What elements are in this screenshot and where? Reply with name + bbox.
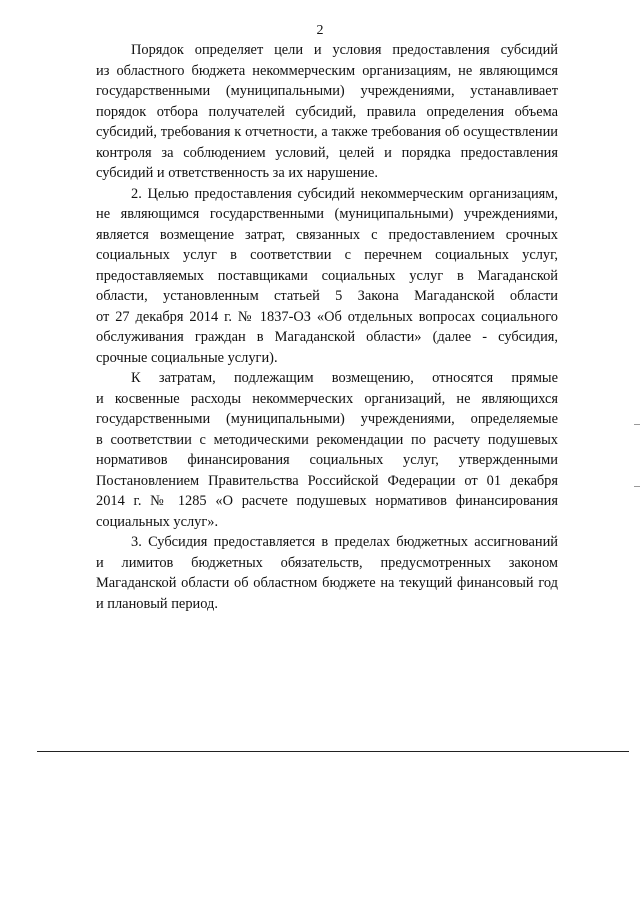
text-line: субсидий, требования к отчетности, а также требования об осуществлении: [96, 124, 558, 140]
text-line: и плановый период.: [96, 595, 218, 612]
text-line: области, установленным статьей 5 Закона Магаданской области: [96, 288, 558, 304]
text-line: обслуживания граждан в Магаданской области» (далее - субсидия,: [96, 329, 558, 345]
text-line: Магаданской области об областном бюджете на текущий финансовый год: [96, 575, 558, 591]
scan-edge-mark: [634, 486, 640, 487]
text-line: 2. Целью предоставления субсидий некоммерческим организациям,: [131, 185, 558, 202]
text-line: 2014 г. № 1285 «О расчете подушевых нормативов финансирования: [96, 493, 558, 509]
document-body: [96, 40, 558, 614]
text-line: и косвенные расходы некоммерческих организаций, не являющихся: [96, 390, 558, 407]
footer-divider: [37, 751, 629, 752]
text-line: из областного бюджета некоммерческим организациям, не являющимся: [96, 62, 558, 79]
text-line: не являющимся государственными (муниципальными) учреждениями,: [96, 206, 558, 222]
text-line: государственными (муниципальными) учреждениями, устанавливает: [96, 83, 558, 99]
text-line: от 27 декабря 2014 г. № 1837-ОЗ «Об отдельных вопросах социального: [96, 308, 558, 325]
text-line: порядок отбора получателей субсидий, правила определения объема: [96, 103, 558, 120]
text-line: Порядок определяет цели и условия предоставления субсидий: [131, 42, 558, 58]
text-line: государственными (муниципальными) учреждениями, определяемые: [96, 411, 558, 427]
paragraph-costs: [96, 368, 558, 532]
text-line: и лимитов бюджетных обязательств, предусмотренных законом: [96, 554, 558, 571]
text-line: социальных услуг».: [96, 513, 219, 530]
text-line: К затратам, подлежащим возмещению, относятся прямые: [131, 370, 558, 386]
paragraph-item-3: [96, 532, 558, 614]
text-line: является возмещение затрат, связанных с предоставлением срочных: [96, 226, 558, 243]
text-line: субсидий и ответственность за их нарушение.: [96, 165, 378, 181]
page-number: 2: [316, 23, 324, 38]
text-line: 3. Субсидия предоставляется в пределах бюджетных ассигнований: [131, 534, 558, 550]
text-line: социальных услуг в соответствии с перечнем социальных услуг,: [96, 247, 558, 263]
paragraph-purpose: [96, 40, 558, 184]
text-line: контроля за соблюдением условий, целей и порядка предоставления: [96, 144, 558, 161]
paragraph-item-2: [96, 184, 558, 369]
text-line: Постановлением Правительства Российской Федерации от 01 декабря: [96, 472, 558, 489]
text-line: нормативов финансирования социальных услуг, утвержденными: [96, 452, 558, 468]
text-line: в соответствии с методическими рекомендации по расчету подушевых: [96, 431, 558, 448]
scan-edge-mark: [634, 424, 640, 425]
text-line: срочные социальные услуги).: [96, 349, 278, 366]
text-line: предоставляемых поставщиками социальных услуг в Магаданской: [96, 267, 558, 284]
